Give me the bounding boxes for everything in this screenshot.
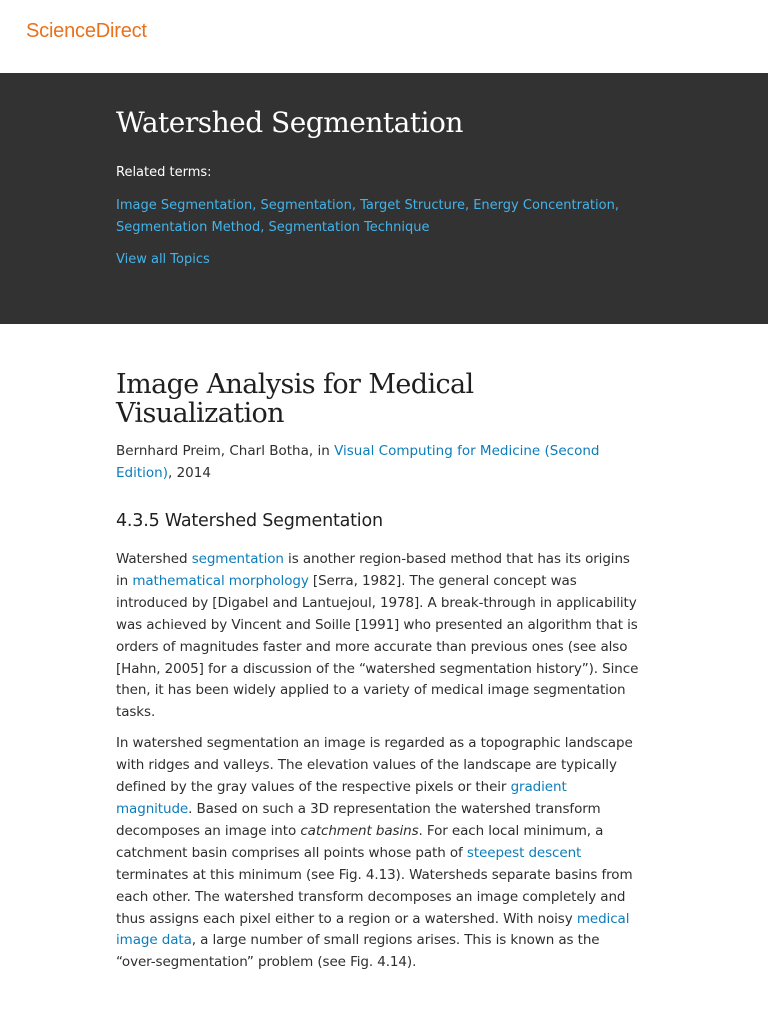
article-title: Image Analysis for Medical Visualization	[116, 369, 474, 429]
section-heading: 4.3.5 Watershed Segmentation	[116, 511, 383, 531]
steepest-descent-link[interactable]: steepest descent	[466, 844, 582, 861]
source-book-link[interactable]: Visual Computing for Medicine (Second Edition)	[116, 443, 600, 481]
mathematical-morphology-link[interactable]: mathematical morphology	[132, 572, 309, 589]
para-text: , a large number of small regions arises. This is known as the “over-segmentation” problem (see Fig. 4.14).	[116, 932, 600, 971]
related-term-link[interactable]: Energy Concentration	[473, 198, 615, 213]
medical-image-data-link[interactable]: medical image data	[116, 910, 630, 949]
related-term-link[interactable]: Segmentation Technique	[268, 220, 430, 235]
catchment-basins-term: catchment basins	[300, 822, 419, 839]
related-term-link[interactable]: Target Structure	[360, 198, 465, 213]
gradient-magnitude-link[interactable]: gradient magnitude	[116, 779, 567, 817]
para-text: [Serra, 1982]. The general concept was introduced by [Digabel and Lantuejoul, 1978]. A break-through in applicability was achieved by Vincent and Soille [1991] who presented an algorithm that is orders of magnitudes faster and more accurate than previous ones (see also [Hahn, 2005] for a discussion of the “watershed segmentation history”). Since then, it has been widely applied to a variety of medical image segmentation tasks.	[116, 572, 639, 721]
topic-header	[0, 73, 768, 324]
para-text: . Based on such a 3D representation the watershed transform decomposes an image into	[116, 800, 601, 839]
sciencedirect-logo[interactable]: ScienceDirect	[26, 20, 147, 42]
article-byline: Bernhard Preim, Charl Botha, in Visual Computing for Medicine (Second Edition), 2014	[116, 443, 600, 481]
segmentation-link[interactable]: segmentation	[191, 551, 284, 567]
para-text: Watershed	[116, 551, 188, 567]
view-all-topics-link[interactable]: View all Topics	[116, 252, 210, 267]
related-terms-label: Related terms:	[116, 165, 212, 180]
authors-text: Bernhard Preim, Charl Botha, in	[116, 443, 330, 459]
article-content	[0, 370, 768, 974]
related-term-link[interactable]: Segmentation Method	[116, 220, 261, 235]
top-bar	[0, 0, 768, 73]
paragraph-1	[116, 549, 640, 724]
para-text: . For each local minimum, a catchment basin comprises all points whose path of	[116, 822, 604, 861]
related-term-link[interactable]: Image Segmentation	[116, 198, 253, 213]
related-term-link[interactable]: Segmentation	[260, 198, 352, 213]
para-text: terminates at this minimum (see Fig. 4.13). Watersheds separate basins from each other. The watershed transform decomposes an image completely and thus assigns each pixel either to a region or a watershed. With noisy	[116, 866, 633, 927]
para-text: In watershed segmentation an image is regarded as a topographic landscape with ridges and valleys. The elevation values of the landscape are typically defined by the gray values of the respective pixels or their	[116, 735, 633, 796]
related-terms-list: Image Segmentation, Segmentation, Target Structure, Energy Concentration, Segmentation Method, Segmentation Technique	[116, 198, 619, 235]
publication-year: 2014	[176, 465, 211, 481]
topic-title: Watershed Segmentation	[116, 106, 463, 139]
para-text: is another region-based method that has its origins in	[116, 551, 630, 589]
paragraph-2	[116, 733, 640, 974]
